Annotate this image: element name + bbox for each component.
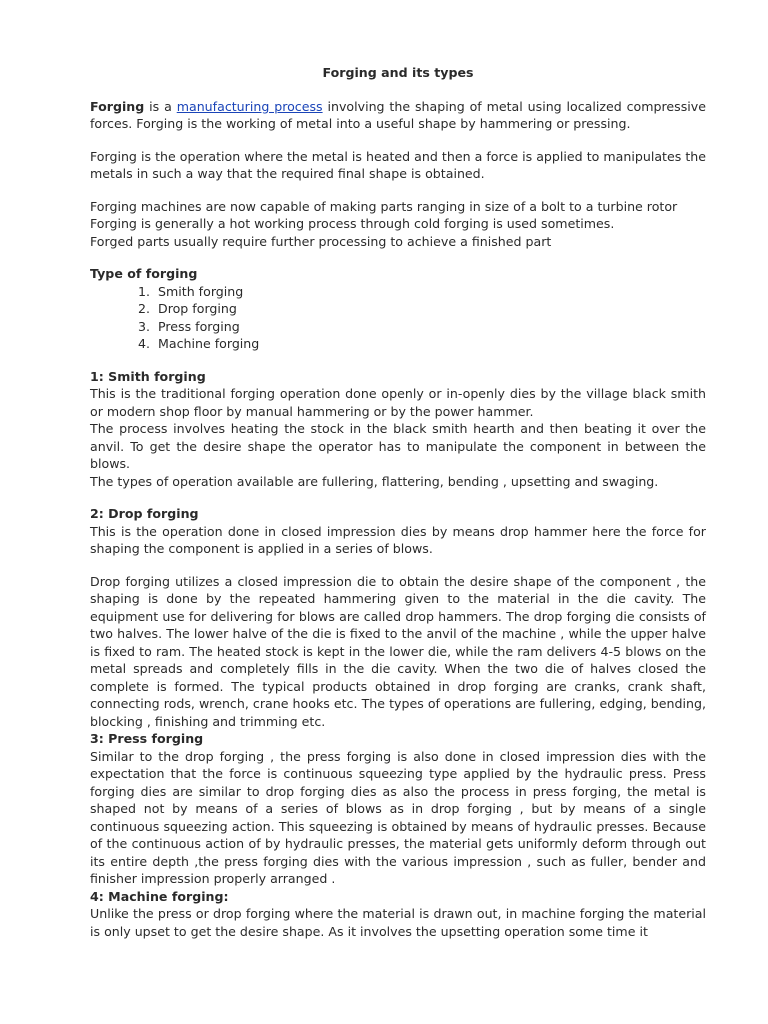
intro-paragraph [90, 98, 706, 133]
document-title: Forging and its types [322, 65, 474, 80]
list-item-label: Drop forging [158, 301, 237, 316]
list-item-label: Machine forging [158, 336, 260, 351]
manufacturing-process-link[interactable]: manufacturing process [176, 98, 323, 114]
types-heading: Type of forging [90, 266, 198, 281]
drop-forging-heading: 2: Drop forging [90, 506, 199, 521]
list-item [90, 283, 706, 301]
machine-forging-heading: 4: Machine forging: [90, 888, 229, 904]
list-item [90, 318, 706, 336]
drop-forging-paragraph-1: This is the operation done in closed impression dies by means drop hammer here the force for shaping the component is applied in a series of blows. [90, 523, 706, 556]
paragraph-line-hot-working: Forging is generally a hot working process through cold forging is used sometimes. [90, 216, 615, 231]
machine-forging-paragraph-1: Unlike the press or drop forging where the material is drawn out, in machine forging the material is only upset to get the desire shape. As it involves the upsetting operation some time it [90, 906, 706, 939]
press-forging-heading: 3: Press forging [90, 731, 204, 746]
list-item-number: 4. [138, 336, 151, 351]
list-item-label: Press forging [158, 318, 240, 334]
intro-text-before-link: is a [144, 98, 177, 114]
intro-text-after-link: involving the shaping of metal using localized compressive forces. Forging is the working of metal into a useful shape by hammering or pressing. [90, 98, 706, 131]
list-item-number: 3. [138, 318, 151, 334]
intro-term: Forging [90, 98, 145, 114]
smith-forging-heading: 1: Smith forging [90, 368, 206, 384]
drop-forging-paragraph-2: Drop forging utilizes a closed impression die to obtain the desire shape of the component , the shaping is done by the repeated hammering given to the material in the die cavity. The equipment use for delivering for blows are called drop hammers. The drop forging die consists of two halves. The lower halve of the die is fixed to the anvil of the machine , while the upper halve is fixed to ram. The heated stock is kept in the lower die, while the ram delivers 4-5 blows on the metal spreads and completely fills in the die cavity. When the two die of halves closed the complete is formed. The typical products obtained in drop forging are cranks, crank shaft, connecting rods, wrench, crane hooks etc. The types of operations are fullering, edging, bending, blocking , finishing and trimming etc. [90, 573, 706, 729]
document-page [90, 64, 706, 940]
paragraph-operation: Forging is the operation where the metal is heated and then a force is applied to manipulates the metals in such a way that the required final shape is obtained. [90, 148, 706, 181]
press-forging-paragraph-1: Similar to the drop forging , the press forging is also done in closed impression dies with the expectation that the force is continuous squeezing type applied by the hydraulic press. Press forging dies are similar to drop forging dies as also the process in press forging, the metal is shaped not by means of a series of blows as in drop forging , but by means of a single continuous squeezing action. This squeezing is obtained by means of hydraulic presses. Because of the continuous action of by hydraulic presses, the material gets uniformly deform through out its entire depth ,the press forging dies with the various impression , such as fuller, bender and finisher impression properly arranged . [90, 748, 706, 886]
types-list [90, 283, 706, 353]
smith-forging-paragraph-2: The process involves heating the stock in the black smith hearth and then beating it over the anvil. To get the desire shape the operator has to manipulate the component in between the blows. [90, 421, 706, 471]
smith-forging-paragraph-3: The types of operation available are fullering, flattering, bending , upsetting and swaging. [90, 473, 659, 489]
list-item-number: 1. [138, 283, 151, 299]
list-item [90, 335, 706, 353]
smith-forging-paragraph-1: This is the traditional forging operation done openly or in-openly dies by the village black smith or modern shop floor by manual hammering or by the power hammer. [90, 386, 706, 419]
list-item [90, 300, 706, 318]
paragraph-line-machines: Forging machines are now capable of making parts ranging in size of a bolt to a turbine rotor [90, 198, 678, 214]
list-item-label: Smith forging [158, 283, 244, 299]
list-item-number: 2. [138, 301, 151, 316]
paragraph-line-forged-parts: Forged parts usually require further processing to achieve a finished part [90, 233, 552, 249]
